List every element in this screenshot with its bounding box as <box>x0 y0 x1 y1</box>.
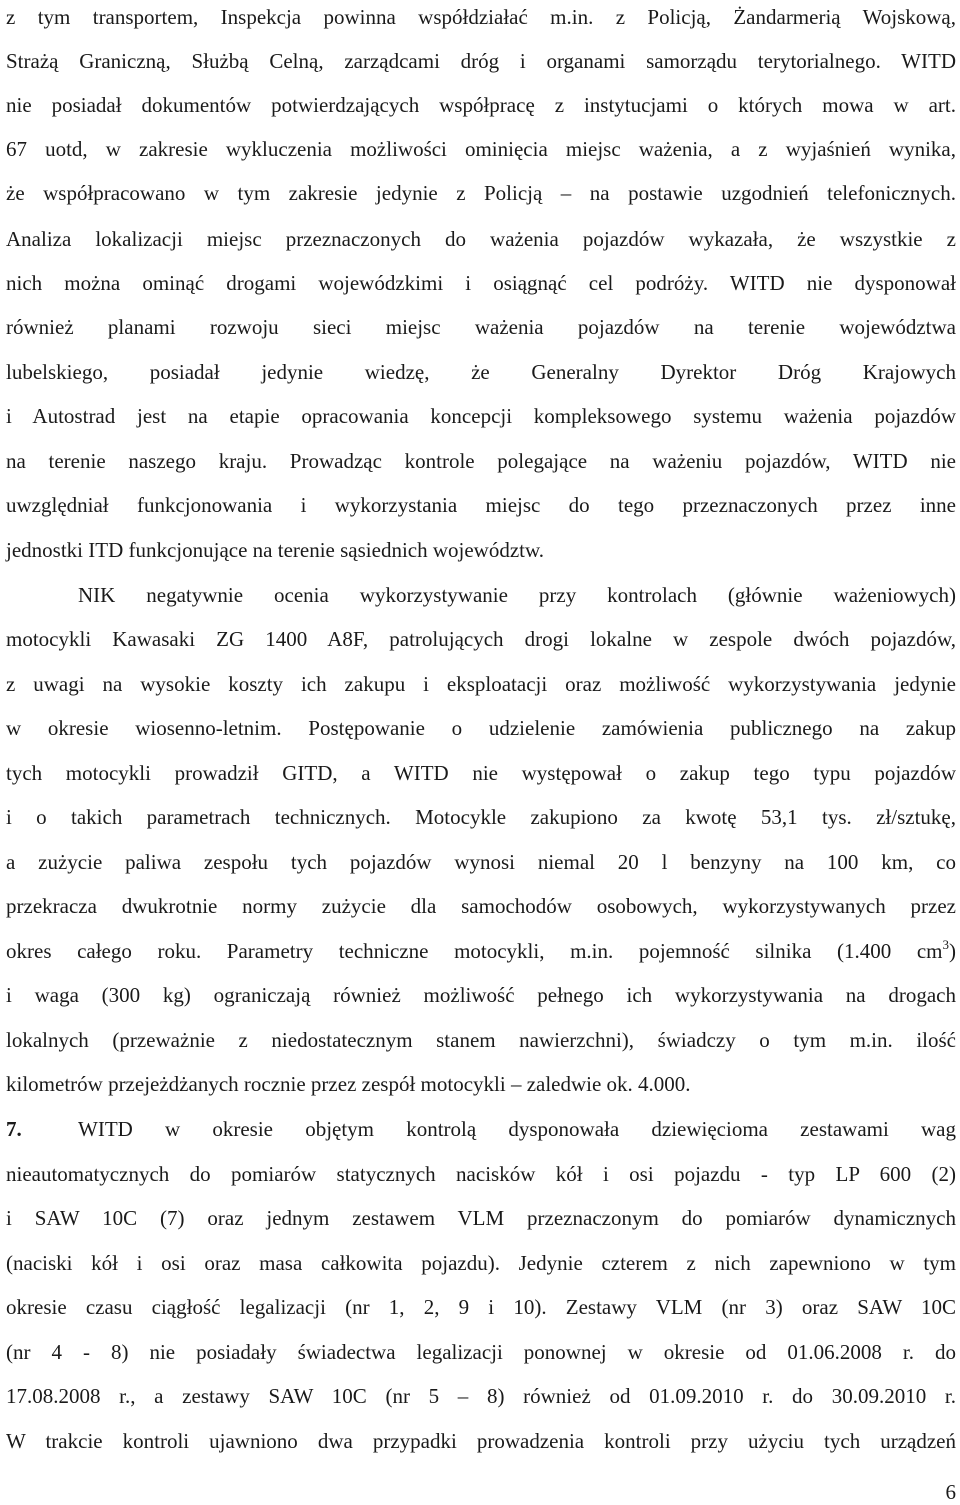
text-line: W trakcie kontroli ujawniono dwa przypadki prowadzenia kontroli przy użyciu tych urządzeń <box>6 1429 956 1453</box>
text-line: że współpracowano w tym zakresie jedynie z Policją – na postawie uzgodnień telefonicznych. <box>6 181 956 205</box>
text-line: również planami rozwoju sieci miejsc ważenia pojazdów na terenie województwa <box>6 315 956 339</box>
text-line: tych motocykli prowadził GITD, a WITD nie występował o zakup tego typu pojazdów <box>6 761 956 785</box>
text-line: nieautomatycznych do pomiarów statycznych nacisków kół i osi pojazdu - typ LP 600 (2) <box>6 1162 956 1186</box>
page-number: 6 <box>945 1480 956 1504</box>
text-line: i SAW 10C (7) oraz jednym zestawem VLM przeznaczonym do pomiarów dynamicznych <box>6 1206 956 1230</box>
text-line: (nr 4 - 8) nie posiadały świadectwa legalizacji ponownej w okresie od 01.06.2008 r. do <box>6 1340 956 1364</box>
text-line-with-superscript <box>6 936 956 966</box>
text-line: motocykli Kawasaki ZG 1400 A8F, patrolujących drogi lokalne w zespole dwóch pojazdów, <box>6 627 956 651</box>
superscript: 3 <box>942 937 949 952</box>
text-line: a zużycie paliwa zespołu tych pojazdów wynosi niemal 20 l benzyny na 100 km, co <box>6 850 956 874</box>
text-line: i o takich parametrach technicznych. Motocykle zakupiono za kwotę 53,1 tys. zł/sztukę, <box>6 805 956 829</box>
text-line: i Autostrad jest na etapie opracowania koncepcji kompleksowego systemu ważenia pojazdów <box>6 404 956 428</box>
text-line-indented: NIK negatywnie ocenia wykorzystywanie przy kontrolach (głównie ważeniowych) <box>78 583 956 607</box>
text-line: nich można ominąć drogami wojewódzkimi i osiągnąć cel podróży. WITD nie dysponował <box>6 271 956 295</box>
text-line: Strażą Graniczną, Służbą Celną, zarządcami dróg i organami samorządu terytorialnego. WITD <box>6 49 956 73</box>
text-line: okresie czasu ciągłość legalizacji (nr 1, 2, 9 i 10). Zestawy VLM (nr 3) oraz SAW 10C <box>6 1295 956 1319</box>
text-line: lokalnych (przeważnie z niedostatecznym stanem nawierzchni), świadczy o tym m.in. ilość <box>6 1028 956 1052</box>
text-line: jednostki ITD funkcjonujące na terenie sąsiednich województw. <box>6 538 545 562</box>
text-line: z uwagi na wysokie koszty ich zakupu i eksploatacji oraz możliwość wykorzystywania jedynie <box>6 672 956 696</box>
text-segment: okres całego roku. Parametry techniczne motocykli, m.in. pojemność silnika (1.400 cm <box>6 939 943 963</box>
text-line: i waga (300 kg) ograniczają również możliwość pełnego ich wykorzystywania na drogach <box>6 983 956 1007</box>
text-line: 17.08.2008 r., a zestawy SAW 10C (nr 5 – 8) również od 01.09.2010 r. do 30.09.2010 r. <box>6 1384 956 1408</box>
text-segment: ) <box>949 939 956 963</box>
text-line: Analiza lokalizacji miejsc przeznaczonych do ważenia pojazdów wykazała, że wszystkie z <box>6 227 956 251</box>
text-line: uwzględniał funkcjonowania i wykorzystania miejsc do tego przeznaczonych przez inne <box>6 493 956 517</box>
text-line: w okresie wiosenno-letnim. Postępowanie o udzielenie zamówienia publicznego na zakup <box>6 716 956 740</box>
section-number: 7. <box>6 1117 22 1141</box>
text-line: z tym transportem, Inspekcja powinna współdziałać m.in. z Policją, Żandarmerią Wojskową, <box>6 5 956 29</box>
text-line: (naciski kół i osi oraz masa całkowita pojazdu). Jedynie czterem z nich zapewniono w tym <box>6 1251 956 1275</box>
text-line: przekracza dwukrotnie normy zużycie dla samochodów osobowych, wykorzystywanych przez <box>6 894 956 918</box>
text-line: 67 uotd, w zakresie wykluczenia możliwości ominięcia miejsc ważenia, a z wyjaśnień wynika, <box>6 137 956 161</box>
text-line: lubelskiego, posiadał jedynie wiedzę, że Generalny Dyrektor Dróg Krajowych <box>6 360 956 384</box>
text-line: kilometrów przejeżdżanych rocznie przez zespół motocykli – zaledwie ok. 4.000. <box>6 1072 691 1096</box>
text-line-indented: WITD w okresie objętym kontrolą dysponowała dziewięcioma zestawami wag <box>78 1117 956 1141</box>
text-line: nie posiadał dokumentów potwierdzających współpracę z instytucjami o których mowa w art. <box>6 93 956 117</box>
text-line: na terenie naszego kraju. Prowadząc kontrole polegające na ważeniu pojazdów, WITD nie <box>6 449 956 473</box>
